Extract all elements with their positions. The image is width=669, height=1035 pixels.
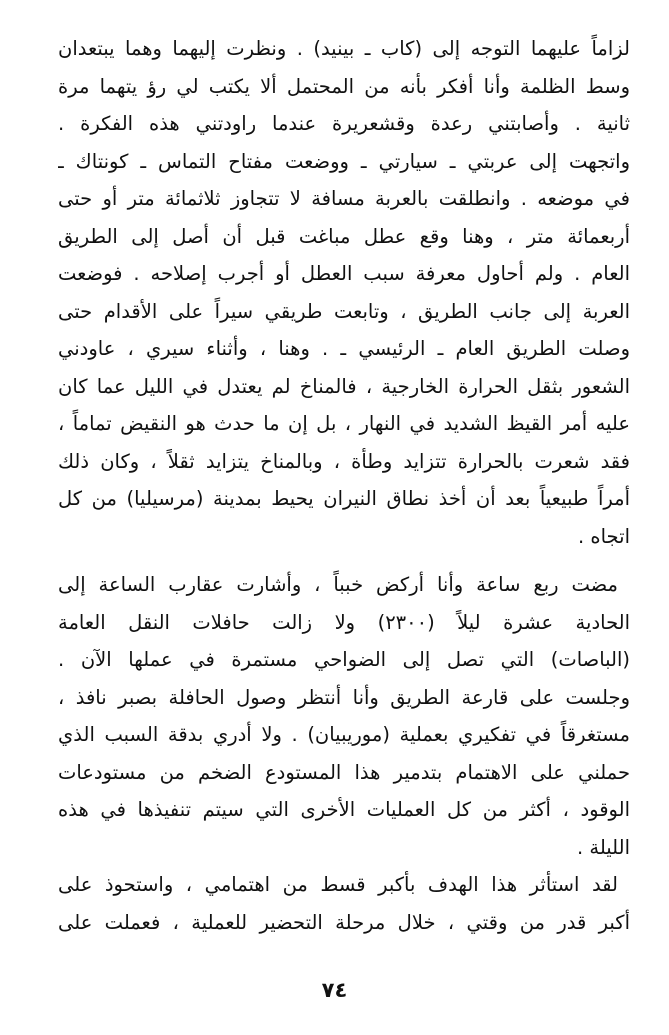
- text-line: الوقود ، أكثر من كل العمليات الأخرى التي سيتم تنفيذها في هذه: [58, 798, 630, 821]
- text-line: مضت ربع ساعة وأنا أركض خبباً ، وأشارت عقارب الساعة إلى: [58, 573, 618, 596]
- text-line: وجلست على قارعة الطريق وأنا أنتظر وصول الحافلة بصبر نافذ ،: [58, 685, 630, 709]
- text-line: عليه أمر القيظ الشديد في النهار ، بل إن ما حدث هو النقيض تماماً ،: [58, 412, 630, 435]
- text-line: (الباصات) التي تصل إلى الضواحي مستمرة في عملها الآن .: [58, 648, 630, 671]
- text-line: العربة إلى جانب الطريق ، وتابعت طريقي سيراً على الأقدام حتى: [58, 299, 630, 323]
- text-line: حملني على الاهتمام بتدمير هذا المستودع الضخم من مستودعات: [58, 760, 630, 784]
- text-line: في موضعه . وانطلقت بالعربة مسافة لا تتجاوز ثلاثمائة متر أو حتى: [58, 187, 630, 210]
- page-number: ٧٤: [321, 978, 348, 1002]
- text-line: أكبر قدر من وقتي ، خلال مرحلة التحضير للعملية ، فعملت على: [58, 910, 630, 934]
- text-line: فقد شعرت بالحرارة تتزايد وطأة ، وبالمناخ يتزايد ثقلاً ، وكان ذلك: [58, 449, 630, 473]
- text-line: الحادية عشرة ليلاً (٢٣٠٠) ولا زالت حافلات النقل العامة: [58, 610, 630, 634]
- text-line: أربعمائة متر ، وهنا وقع عطل مباغت قبل أن أصل إلى الطريق: [58, 224, 630, 248]
- text-line: ثانية . وأصابتني رعدة وقشعريرة عندما راودتني هذه الفكرة .: [58, 112, 630, 135]
- text-line: واتجهت إلى عربتي ـ سيارتي ـ ووضعت مفتاح التماس ـ كونتاك ـ: [58, 149, 630, 173]
- paragraph-1: [58, 30, 630, 555]
- text-line: الليلة .: [576, 835, 630, 859]
- text-line: العام . ولم أحاول معرفة سبب العطل أو أجرب إصلاحه . فوضعت: [58, 262, 630, 285]
- paragraph-3: [58, 866, 630, 941]
- text-line: وسط الظلمة وأنا أفكر بأنه من المحتمل ألا يكتب لي رؤ يتهما مرة: [58, 74, 630, 98]
- text-line: وصلت الطريق العام ـ الرئيسي ـ . وهنا ، وأثناء سيري ، عاودني: [58, 337, 630, 360]
- text-line: اتجاه .: [578, 524, 630, 548]
- text-line: الشعور بثقل الحرارة الخارجية ، فالمناخ لم يعتدل في الليل عما كان: [58, 374, 630, 398]
- paragraph-2: [58, 566, 630, 866]
- text-line: لقد استأثر هذا الهدف بأكبر قسط من اهتمامي ، واستحوذ على: [58, 873, 618, 896]
- text-line: أمراً طبيعياً بعد أن أخذ نطاق النيران يحيط بمدينة (مرسيليا) من كل: [58, 487, 630, 510]
- text-line: لزاماً عليهما التوجه إلى (كاب ـ بينيد) . ونظرت إليهما وهما يبتعدان: [58, 37, 630, 60]
- text-line: مستغرقاً في تفكيري بعملية (موريبيان) . ولا أدري بدقة السبب الذي: [58, 723, 630, 746]
